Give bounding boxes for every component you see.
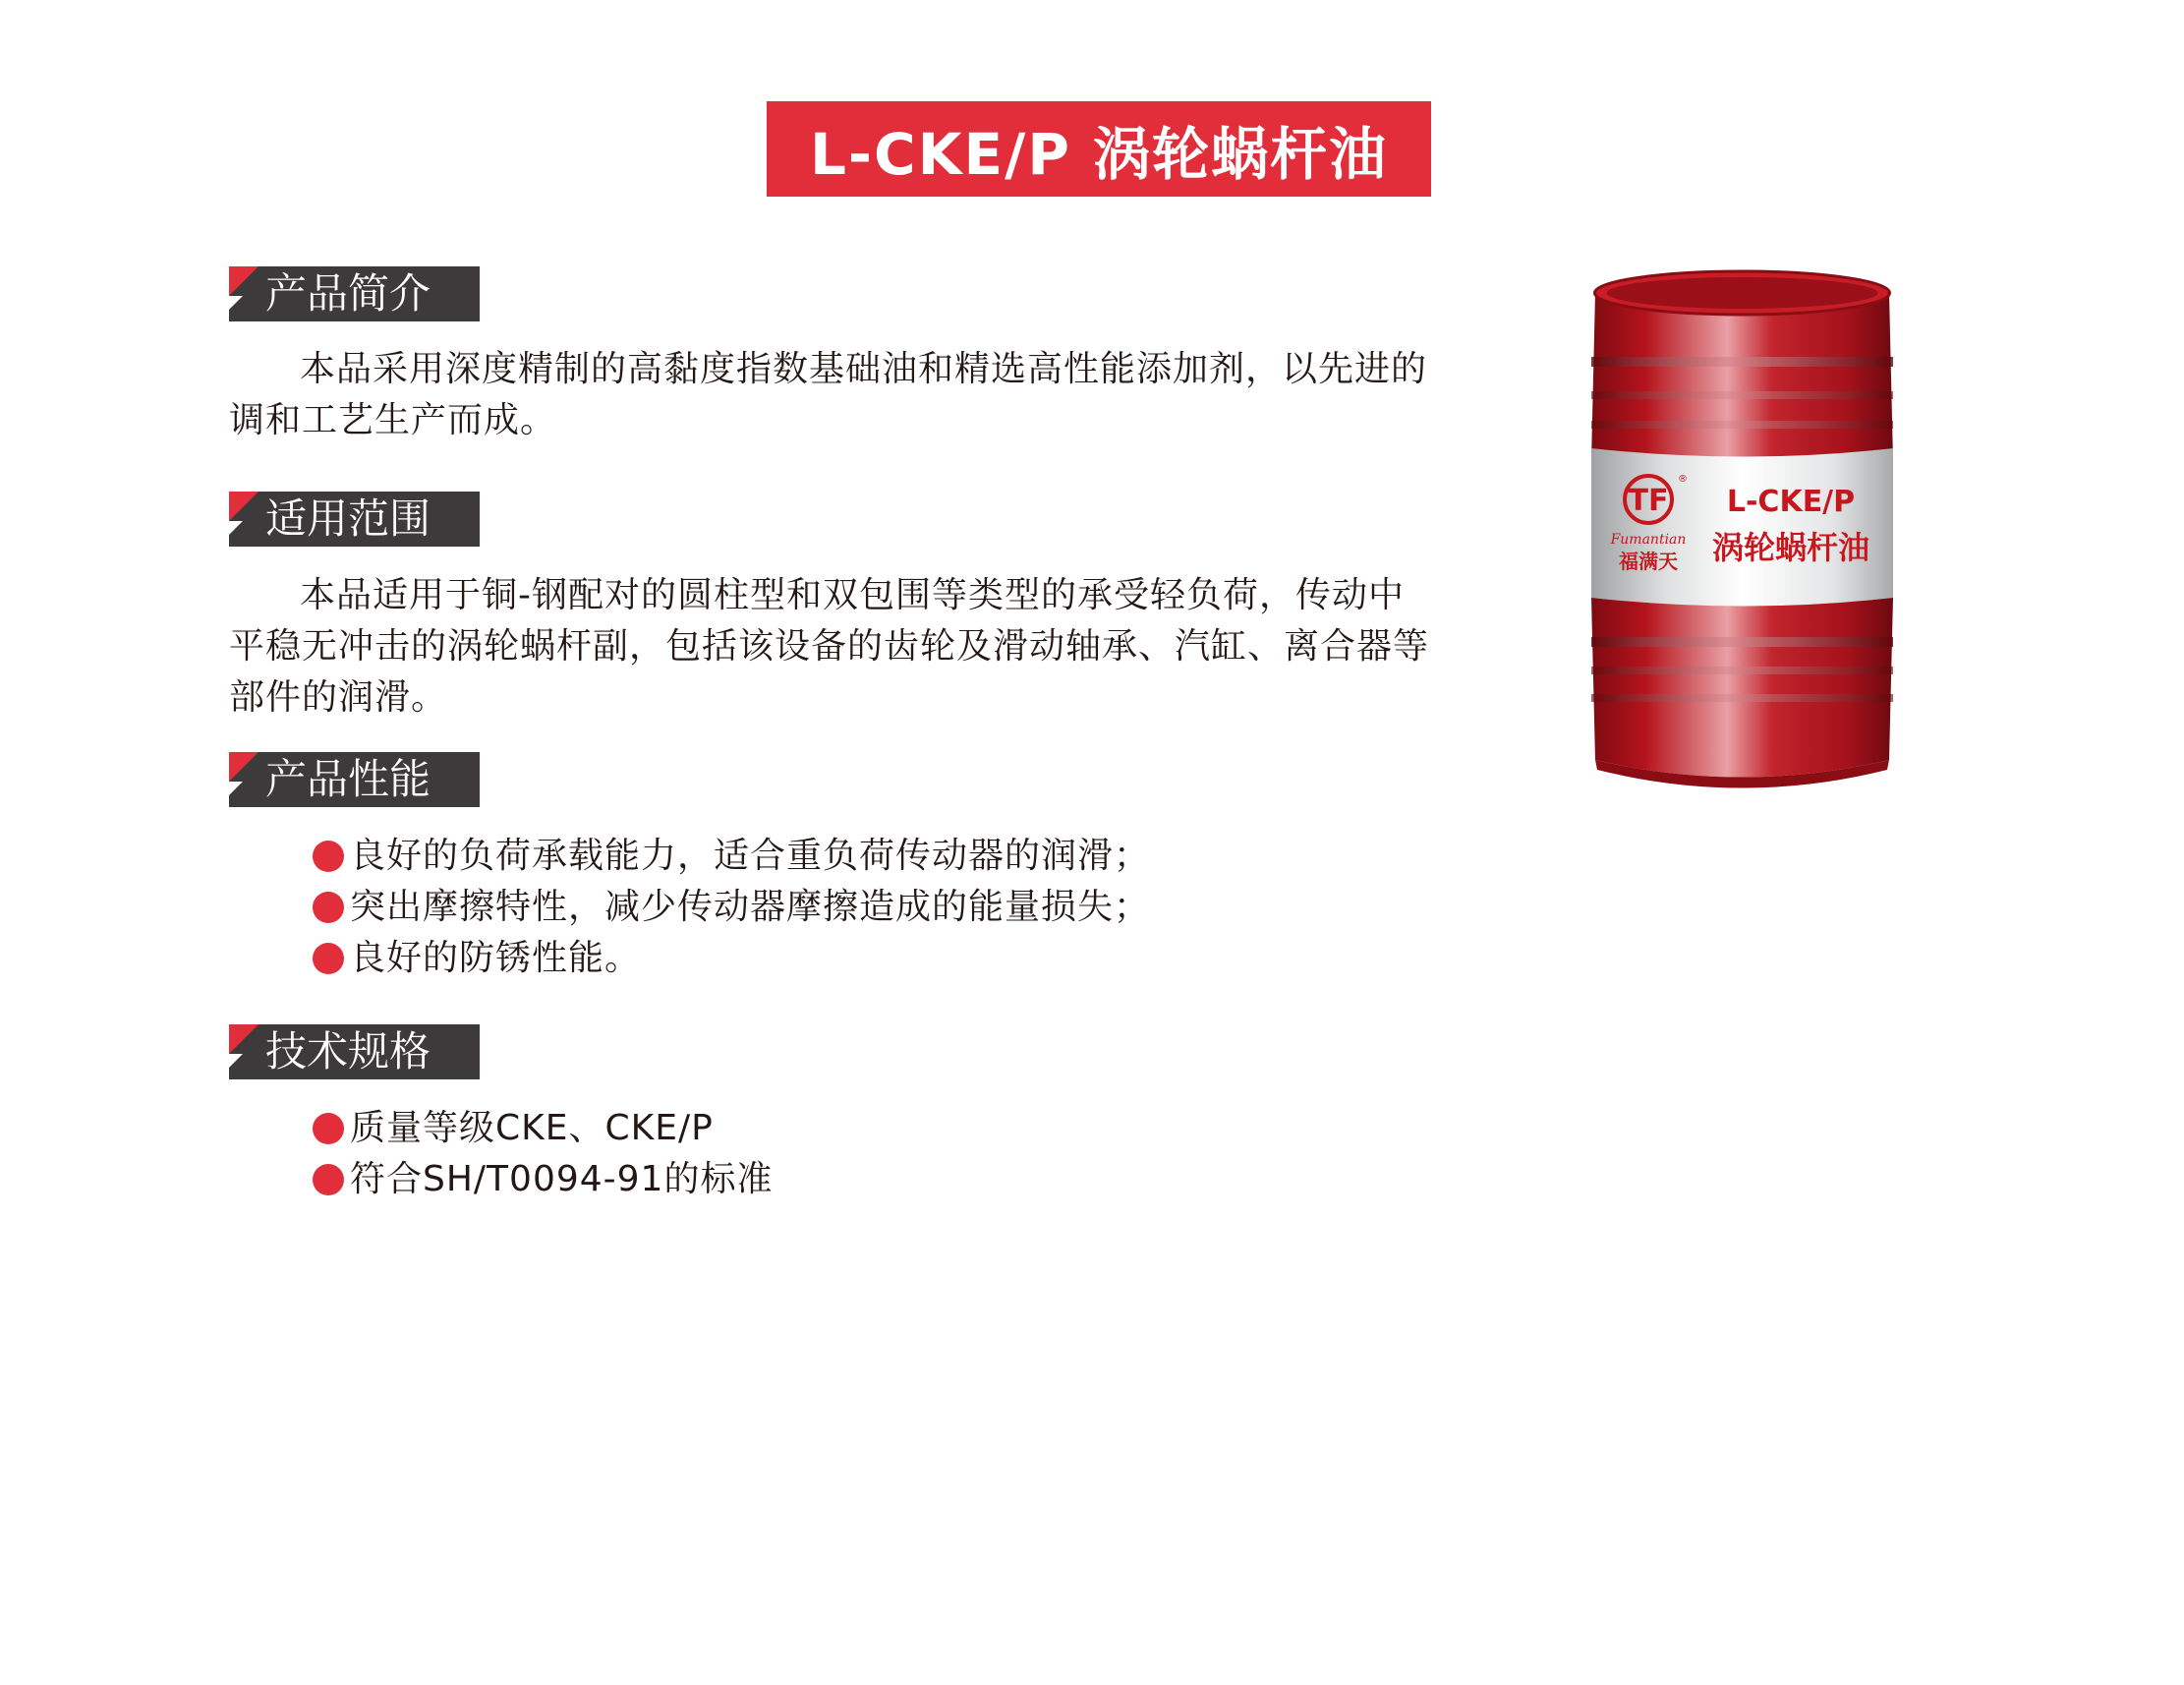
list-item: 良好的防锈性能。 bbox=[313, 933, 1150, 984]
drum-lower-body bbox=[1591, 598, 1893, 778]
heading-corner-accent bbox=[229, 1024, 259, 1054]
heading-corner-accent bbox=[229, 492, 259, 521]
brand-mark: TF bbox=[1628, 484, 1669, 518]
list-item: 突出摩擦特性，减少传动器摩擦造成的能量损失； bbox=[313, 882, 1150, 933]
brand-cn: 福满天 bbox=[1619, 550, 1678, 573]
specs-list bbox=[313, 1103, 773, 1205]
drum-rib bbox=[1591, 391, 1893, 399]
drum-rib bbox=[1591, 421, 1893, 429]
bullet-dot-icon bbox=[313, 892, 344, 923]
section-heading-performance bbox=[229, 752, 480, 807]
section-heading-label: 产品简介 bbox=[265, 269, 431, 318]
list-item: 符合SH/T0094-91的标准 bbox=[313, 1154, 773, 1205]
brand-en: Fumantian bbox=[1610, 532, 1687, 548]
section-heading-scope bbox=[229, 492, 480, 547]
drum-label-name: 涡轮蜗杆油 bbox=[1711, 529, 1870, 566]
section-heading-intro bbox=[229, 266, 480, 321]
drum-rib bbox=[1591, 637, 1893, 647]
section-heading-specs bbox=[229, 1024, 480, 1079]
registered-mark: ® bbox=[1678, 474, 1688, 485]
section-heading-label: 技术规格 bbox=[265, 1027, 431, 1075]
bullet-dot-icon bbox=[313, 841, 344, 872]
bullet-dot-icon bbox=[313, 1113, 344, 1144]
performance-list bbox=[313, 831, 1150, 984]
bullet-dot-icon bbox=[313, 943, 344, 974]
product-drum-image bbox=[1587, 263, 1897, 794]
list-item: 质量等级CKE、CKE/P bbox=[313, 1103, 773, 1154]
section-heading-label: 产品性能 bbox=[265, 755, 431, 803]
section-heading-label: 适用范围 bbox=[265, 494, 431, 543]
list-item: 良好的负荷承载能力，适合重负荷传动器的润滑； bbox=[313, 831, 1150, 882]
drum-rib bbox=[1591, 667, 1893, 674]
intro-paragraph: 本品采用深度精制的高黏度指数基础油和精选高性能添加剂，以先进的调和工艺生产而成。 bbox=[229, 349, 1428, 440]
scope-paragraph: 本品适用于铜-钢配对的圆柱型和双包围等类型的承受轻负荷，传动中平稳无冲击的涡轮蜗杆副，包括该设备的齿轮及滑动轴承、汽缸、离合器等部件的润滑。 bbox=[229, 575, 1430, 718]
bullet-dot-icon bbox=[313, 1164, 344, 1195]
drum-rib bbox=[1591, 694, 1893, 702]
page-title: L-CKE/P 涡轮蜗杆油 bbox=[767, 101, 1431, 197]
drum-label-model: L-CKE/P bbox=[1726, 485, 1856, 519]
heading-corner-accent bbox=[229, 266, 259, 296]
drum-label-band bbox=[1591, 448, 1893, 607]
heading-corner-accent bbox=[229, 752, 259, 782]
drum-rib bbox=[1591, 357, 1893, 367]
